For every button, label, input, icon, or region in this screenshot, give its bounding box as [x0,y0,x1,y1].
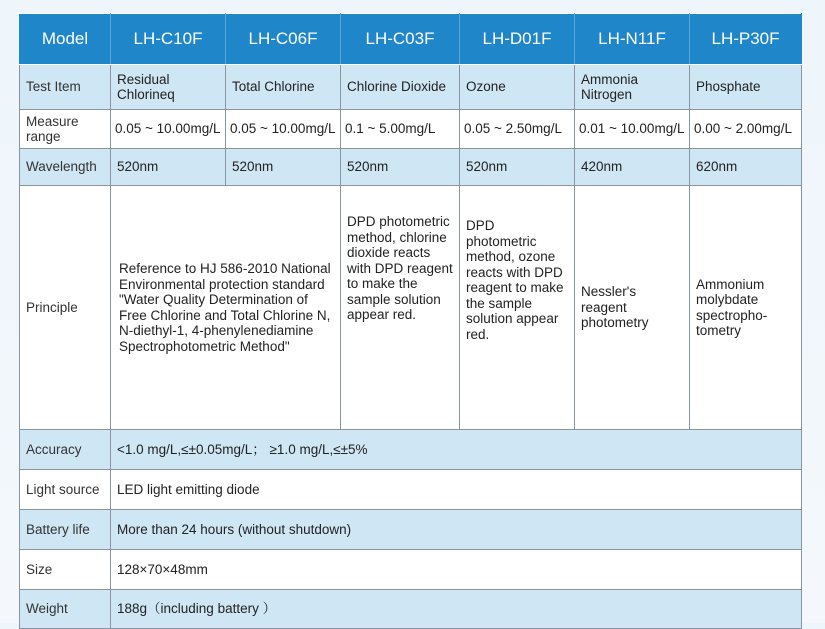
cell: 0.05 ~ 10.00mg/L [111,110,226,149]
cell: Chlorine Dioxide [341,65,460,110]
cell: 0.00 ~ 2.00mg/L [690,110,802,149]
cell: 520nm [341,149,460,186]
cell: 520nm [111,149,226,186]
row-principle [20,186,802,430]
cell: Total Chlorine [226,65,341,110]
model-lh-c10f: LH-C10F [111,14,226,65]
battery-life-value: More than 24 hours (without shutdown) [111,510,802,550]
accuracy-value: <1.0 mg/L,≤±0.05mg/L； ≥1.0 mg/L,≤±5% [111,430,802,470]
model-header: Model [20,14,111,65]
weight-value: 188g（including battery ） [111,590,802,629]
row-label: Principle [20,186,111,430]
cell: Phosphate [690,65,802,110]
model-lh-c06f: LH-C06F [226,14,341,65]
cell: 520nm [226,149,341,186]
row-label: Measure range [20,110,111,149]
principle-p30f: Ammonium molybdate spectropho-tometry [690,186,802,430]
model-lh-p30f: LH-P30F [690,14,802,65]
row-battery-life [20,510,802,550]
row-test-item [20,65,802,110]
principle-n11f: Nessler's reagent photometry [575,186,690,430]
row-wavelength [20,149,802,186]
cell: Residual Chlorineq [111,65,226,110]
row-label: Light source [20,470,111,510]
row-label: Accuracy [20,430,111,470]
cell: 620nm [690,149,802,186]
row-light-source [20,470,802,510]
cell: 0.01 ~ 10.00mg/L [575,110,690,149]
cell: 520nm [460,149,575,186]
cell: Ammonia Nitrogen [575,65,690,110]
principle-d01f: DPD photometric method, ozone reacts with DPD reagent to make the sample solution appear red. [460,186,575,430]
cell: 0.1 ~ 5.00mg/L [341,110,460,149]
row-measure-range [20,110,802,149]
cell: 420nm [575,149,690,186]
row-size [20,550,802,590]
spec-table [19,13,802,629]
size-value: 128×70×48mm [111,550,802,590]
row-label: Wavelength [20,149,111,186]
row-label: Size [20,550,111,590]
cell: Ozone [460,65,575,110]
row-label: Weight [20,590,111,629]
header-row [20,14,802,65]
principle-c10f-c06f: Reference to HJ 586-2010 National Environmental protection standard "Water Quality Determination of Free Chlorine and Total Chlorine N, N-diethyl-1, 4-phenylenediamine Spectrophotometric Method" [111,186,341,430]
light-source-value: LED light emitting diode [111,470,802,510]
model-lh-c03f: LH-C03F [341,14,460,65]
model-lh-n11f: LH-N11F [575,14,690,65]
model-lh-d01f: LH-D01F [460,14,575,65]
row-label: Test Item [20,65,111,110]
principle-c03f: DPD photometric method, chlorine dioxide reacts with DPD reagent to make the sample solution appear red. [341,186,460,430]
cell: 0.05 ~ 2.50mg/L [460,110,575,149]
row-label: Battery life [20,510,111,550]
row-accuracy [20,430,802,470]
cell: 0.05 ~ 10.00mg/L [226,110,341,149]
